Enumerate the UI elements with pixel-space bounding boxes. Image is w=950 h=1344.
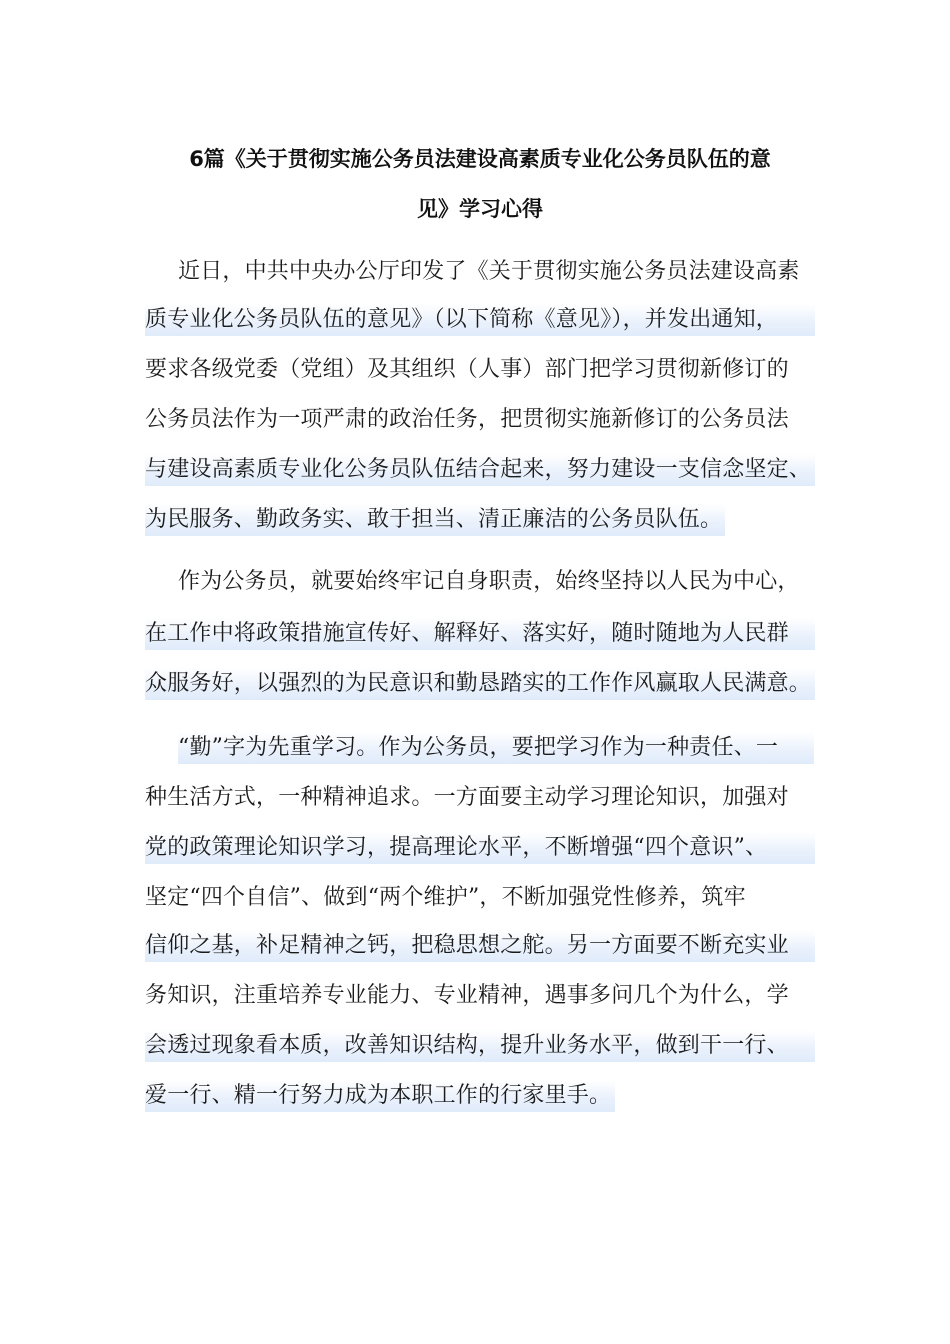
paragraph-1-line-5: 与建设高素质专业化公务员队伍结合起来，努力建设一支信念坚定、 [145,454,815,486]
document-title-line-2: 见》学习心得 [417,197,543,221]
paragraph-2-line-3: 众服务好，以强烈的为民意识和勤恳踏实的工作作风赢取人民满意。 [145,668,815,700]
paragraph-3-line-7: 会透过现象看本质，改善知识结构，提升业务水平，做到干一行、 [145,1030,815,1062]
paragraph-3-line-2: 种生活方式，一种精神追求。一方面要主动学习理论知识，加强对 [145,785,789,810]
paragraph-3-line-3: 党的政策理论知识学习，提高理论水平，不断增强“四个意识”、 [145,832,815,864]
paragraph-3-line-1: “勤”字为先重学习。作为公务员，要把学习作为一种责任、一 [178,732,814,764]
paragraph-3-line-4: 坚定“四个自信”、做到“两个维护”，不断加强党性修养，筑牢 [145,885,746,910]
document-title-line-1: 6篇《关于贯彻实施公务员法建设高素质专业化公务员队伍的意 [189,147,771,171]
paragraph-3-line-5: 信仰之基，补足精神之钙，把稳思想之舵。另一方面要不断充实业 [145,930,815,962]
paragraph-3-line-6: 务知识，注重培养专业能力、专业精神，遇事多问几个为什么，学 [145,983,789,1008]
paragraph-2-line-1: 作为公务员，就要始终牢记自身职责，始终坚持以人民为中心， [178,569,800,594]
paragraph-3-line-8: 爱一行、精一行努力成为本职工作的行家里手。 [145,1080,615,1112]
paragraph-1-line-6: 为民服务、勤政务实、敢于担当、清正廉洁的公务员队伍。 [145,504,725,536]
paragraph-1-line-1: 近日，中共中央办公厅印发了《关于贯彻实施公务员法建设高素 [178,259,800,284]
paragraph-2-line-2: 在工作中将政策措施宣传好、解释好、落实好，随时随地为人民群 [145,618,815,650]
paragraph-1-line-2: 质专业化公务员队伍的意见》（以下简称《意见》），并发出通知， [145,304,815,336]
paragraph-1-line-3: 要求各级党委（党组）及其组织（人事）部门把学习贯彻新修订的 [145,357,789,382]
paragraph-1-line-4: 公务员法作为一项严肃的政治任务，把贯彻实施新修订的公务员法 [145,407,789,432]
